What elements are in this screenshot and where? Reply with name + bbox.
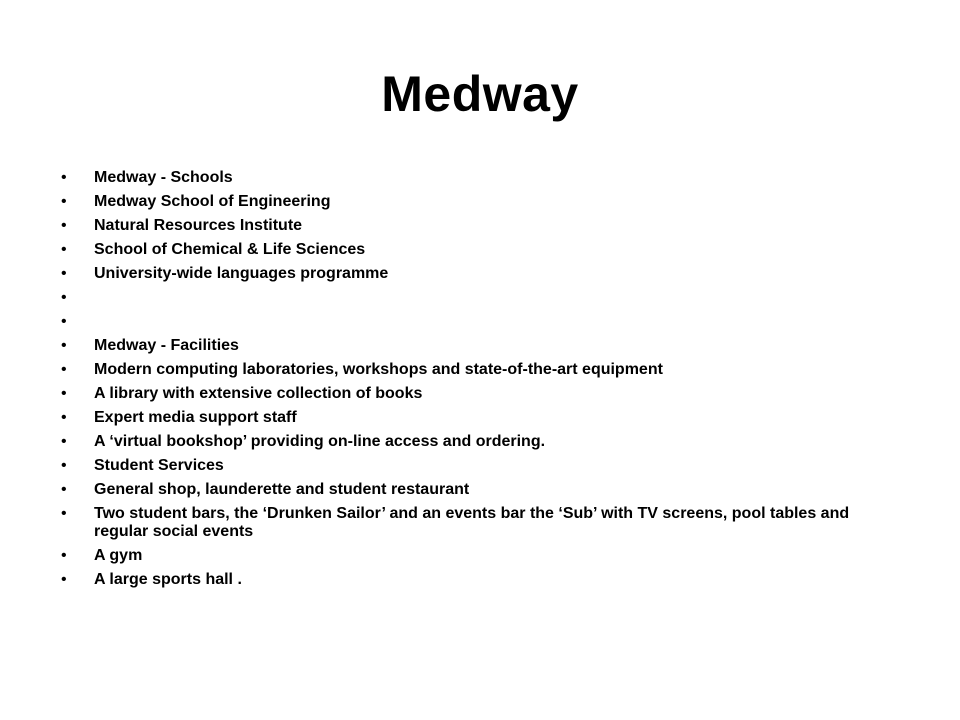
list-item-text: Medway - Facilities xyxy=(94,337,239,354)
bullet-icon: • xyxy=(61,217,67,234)
bullet-icon: • xyxy=(61,337,67,354)
list-item-text: University-wide languages programme xyxy=(94,265,389,282)
list-item xyxy=(61,385,891,403)
list-item-text: Medway School of Engineering xyxy=(94,193,331,210)
list-item xyxy=(61,571,891,589)
bullet-icon: • xyxy=(61,457,67,474)
bullet-icon: • xyxy=(61,265,67,282)
list-item-text: Student Services xyxy=(94,457,224,474)
list-item xyxy=(61,265,891,283)
list-item-text: Two student bars, the ‘Drunken Sailor’ and an events bar the ‘Sub’ with TV screens, pool tables and regular social events xyxy=(94,505,850,540)
list-item xyxy=(61,193,891,211)
list-item xyxy=(61,433,891,451)
list-item xyxy=(61,547,891,565)
bullet-icon: • xyxy=(61,505,67,522)
bullet-icon: • xyxy=(61,481,67,498)
list-item-text: Modern computing laboratories, workshops and state-of-the-art equipment xyxy=(94,361,663,378)
bullet-list xyxy=(61,169,891,595)
bullet-icon: • xyxy=(61,289,67,306)
list-item-text: General shop, launderette and student restaurant xyxy=(94,481,470,498)
bullet-icon: • xyxy=(61,169,67,186)
list-item xyxy=(61,505,891,541)
list-item-text: A ‘virtual bookshop’ providing on-line access and ordering. xyxy=(94,433,546,450)
list-item-text: Medway - Schools xyxy=(94,169,233,186)
list-item xyxy=(61,481,891,499)
bullet-icon: • xyxy=(61,547,67,564)
bullet-icon: • xyxy=(61,313,67,330)
bullet-icon: • xyxy=(61,433,67,450)
bullet-icon: • xyxy=(61,241,67,258)
list-item-text: A gym xyxy=(94,547,143,564)
list-item-text: A large sports hall . xyxy=(94,571,242,588)
list-item-text: School of Chemical & Life Sciences xyxy=(94,241,366,258)
slide-title: Medway xyxy=(381,66,579,122)
list-item xyxy=(61,217,891,235)
list-item xyxy=(61,337,891,355)
list-item xyxy=(61,169,891,187)
bullet-icon: • xyxy=(61,409,67,426)
list-item xyxy=(61,457,891,475)
list-item xyxy=(61,241,891,259)
list-item-text: A library with extensive collection of books xyxy=(94,385,423,402)
bullet-icon: • xyxy=(61,193,67,210)
list-item xyxy=(61,289,891,307)
bullet-icon: • xyxy=(61,361,67,378)
list-item xyxy=(61,409,891,427)
list-item xyxy=(61,313,891,331)
list-item xyxy=(61,361,891,379)
list-item-text: Natural Resources Institute xyxy=(94,217,303,234)
list-item-text: Expert media support staff xyxy=(94,409,297,426)
bullet-icon: • xyxy=(61,385,67,402)
bullet-icon: • xyxy=(61,571,67,588)
